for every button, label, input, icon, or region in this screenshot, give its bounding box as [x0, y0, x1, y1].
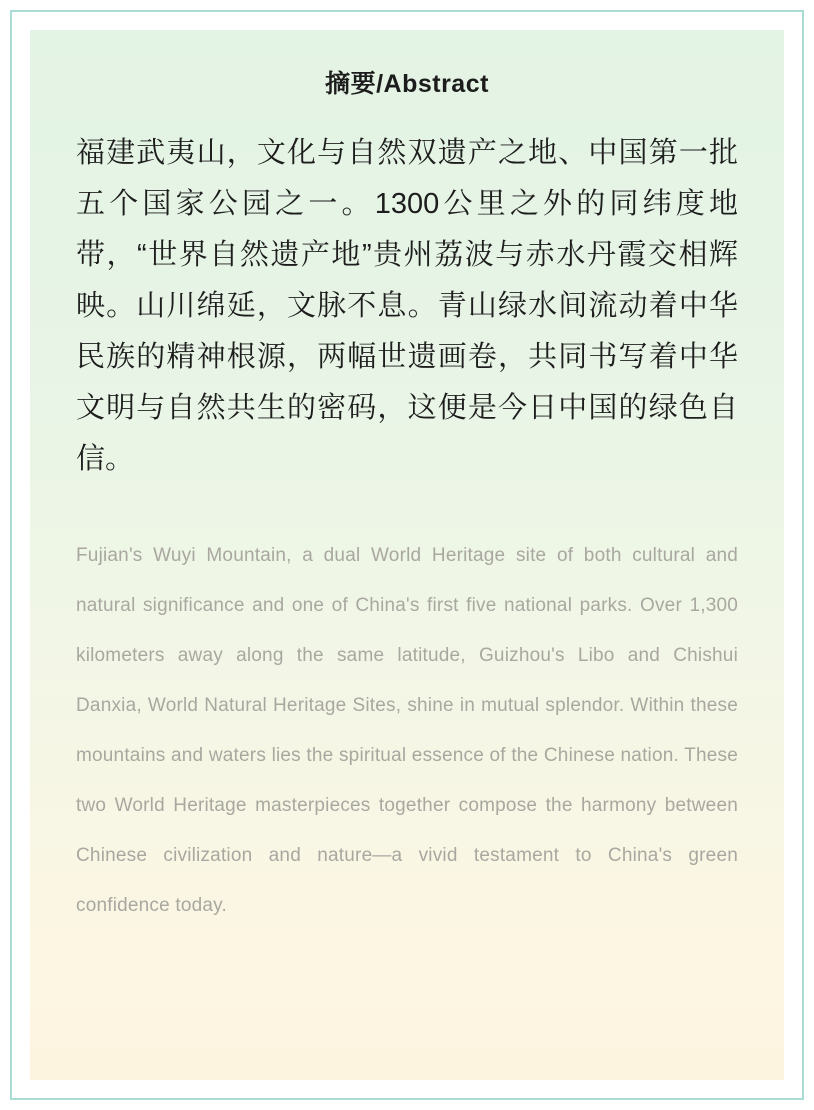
page-title: 摘要/Abstract — [325, 70, 489, 98]
abstract-card — [30, 30, 784, 1080]
paragraph-divider — [76, 485, 738, 531]
abstract-english-text: Fujian's Wuyi Mountain, a dual World Heritage site of both cultural and natural significance and one of China's first five national parks. Over 1,300 kilometers away along the same latitude, Guizhou's Libo and Chishui Danxia, World Natural Heritage Sites, shine in mutual splendor. Within these mountains and waters lies the spiritual essence of the Chinese nation. These two World Heritage masterpieces together compose the harmony between Chinese civilization and nature—a vivid testament to China's green confidence today. — [76, 545, 738, 916]
abstract-chinese-text: 福建武夷山，文化与自然双遗产之地、中国第一批五个国家公园之一。1300公里之外的同纬度地带，“世界自然遗产地”贵州荔波与赤水丹霞交相辉映。山川绵延，文脉不息。青山绿水间流动着中华民族的精神根源，两幅世遗画卷，共同书写着中华文明与自然共生的密码，这便是今日中国的绿色自信。 — [76, 137, 738, 475]
outer-border-frame — [10, 10, 804, 1100]
